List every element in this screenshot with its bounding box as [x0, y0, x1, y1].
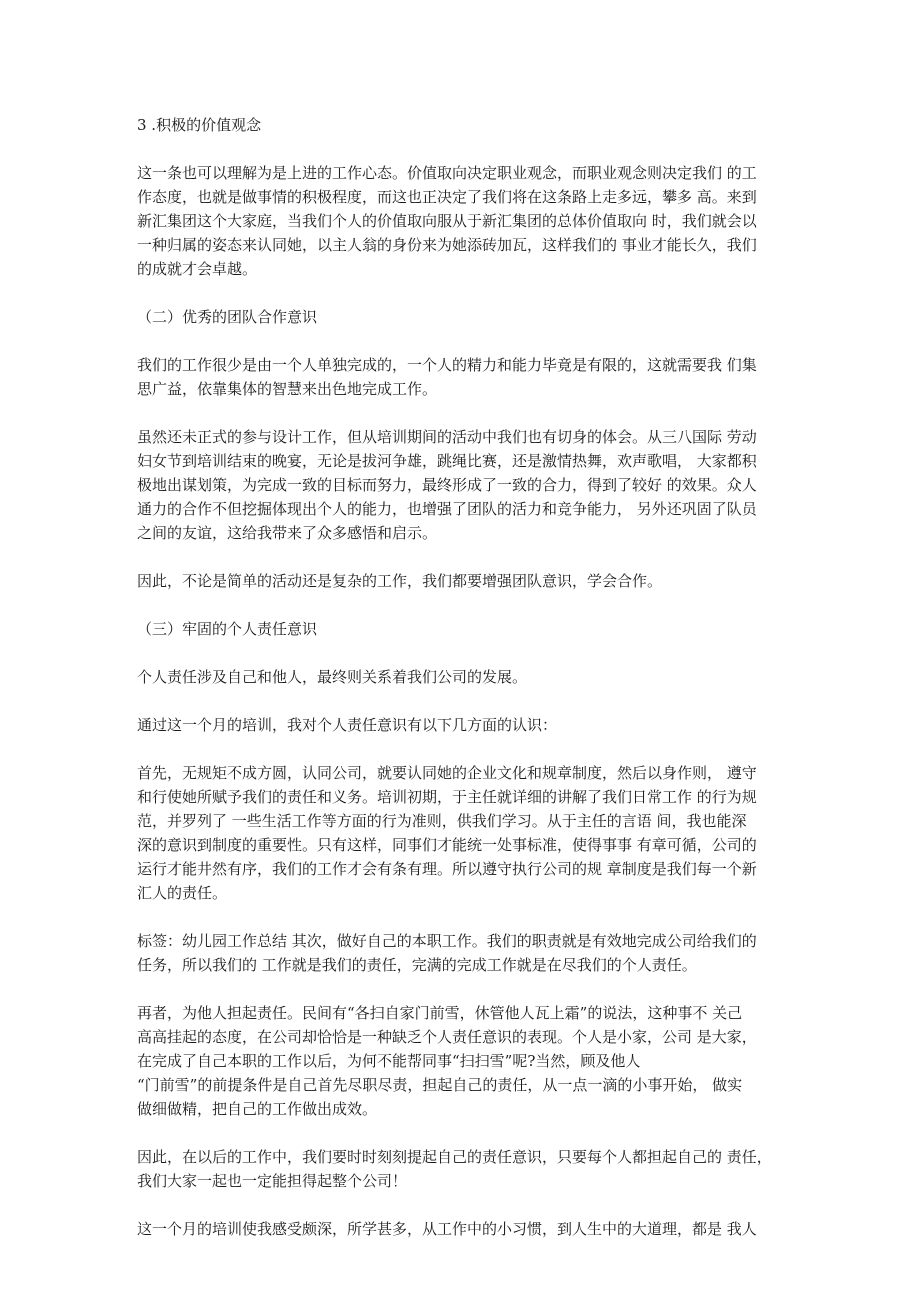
paragraph-values: [137, 161, 797, 281]
text-line: 通过这一个月的培训，我对个人责任意识有以下几方面的认识：: [137, 716, 558, 734]
paragraph-team-3: [137, 569, 797, 593]
text-line: 极地出谋划策，为完成一致的目标而努力，最终形成了一致的合力，得到了较好 的效果。众人: [137, 476, 757, 494]
paragraph-conclusion: [137, 1145, 797, 1193]
paragraph-third: [137, 1001, 797, 1121]
text-line: 思广益，依靠集体的智慧来出色地完成工作。: [137, 380, 438, 398]
paragraph-team-2: [137, 425, 797, 545]
text-line: 之间的友谊，这给我带来了众多感悟和启示。: [137, 524, 438, 542]
paragraph-second: [137, 929, 797, 977]
heading-personal-responsibility: （三）牢固的个人责任意识: [137, 620, 318, 638]
text-line: 新汇集团这个大家庭，当我们个人的价值取向服从于新汇集团的总体价值取向 时，我们就会以: [137, 212, 757, 230]
text-line: 范，并罗列了 一些生活工作等方面的行为准则，供我们学习。从于主任的言语 间，我也能深: [137, 812, 747, 830]
paragraph-resp-2: [137, 713, 797, 737]
paragraph-resp-1: [137, 665, 797, 689]
text-line: 和行使她所赋予我们的责任和义务。培训初期，于主任就详细的讲解了我们日常工作 的行为规: [137, 788, 757, 806]
text-line: 在完成了自己本职的工作以后，为何不能帮同事“扫扫雪”呢?当然，顾及他人: [137, 1052, 641, 1070]
paragraph-team-1: [137, 353, 797, 401]
text-line: 因此，不论是简单的活动还是复杂的工作，我们都要增强团队意识，学会合作。: [137, 572, 663, 590]
text-line: 虽然还未正式的参与设计工作，但从培训期间的活动中我们也有切身的体会。从三八国际 劳动: [137, 428, 757, 446]
text-line: 一种归属的姿态来认同她，以主人翁的身份来为她添砖加瓦，这样我们的 事业才能长久，我们: [137, 236, 757, 254]
text-line: 深的意识到制度的重要性。只有这样，同事们才能统一处事标准，使得事事 有章可循，公司的: [137, 836, 757, 854]
text-line: 通力的合作不但挖掘体现出个人的能力，也增强了团队的活力和竞争能力， 另外还巩固了队员: [137, 500, 757, 518]
paragraph-last: [137, 1217, 797, 1241]
heading-team-cooperation: （二）优秀的团队合作意识: [137, 308, 318, 326]
text-line: 运行才能井然有序，我们的工作才会有条有理。所以遵守执行公司的规 章制度是我们每一个新: [137, 860, 757, 878]
text-line: 首先，无规矩不成方圆，认同公司，就要认同她的企业文化和规章制度，然后以身作则， 遵守: [137, 764, 757, 782]
text-line: “门前雪”的前提条件是自己首先尽职尽责，担起自己的责任，从一点一滴的小事开始， 做实: [137, 1076, 743, 1094]
text-line: 作态度，也就是做事情的积极程度，而这也正决定了我们将在这条路上走多远，攀多 高。来到: [137, 188, 757, 206]
text-line: 个人责任涉及自己和他人，最终则关系着我们公司的发展。: [137, 668, 528, 686]
text-line: 因此，在以后的工作中，我们要时时刻刻提起自己的责任意识，只要每个人都担起自己的 责任，: [137, 1148, 772, 1166]
text-line: 标签：幼儿园工作总结 其次，做好自己的本职工作。我们的职责就是有效地完成公司给我们的: [137, 932, 757, 950]
text-line: 再者，为他人担起责任。民间有“各扫自家门前雪，休管他人瓦上霜”的说法，这种事不 关己: [137, 1004, 743, 1022]
text-line: 这一条也可以理解为是上进的工作心态。价值取向决定职业观念，而职业观念则决定我们 的工: [137, 164, 757, 182]
text-line: 做细做精，把自己的工作做出成效。: [137, 1100, 378, 1118]
text-line: 我们大家一起也一定能担得起整个公司！: [137, 1172, 408, 1190]
text-line: 任务，所以我们的 工作就是我们的责任，完满的完成工作就是在尽我们的个人责任。: [137, 956, 697, 974]
text-line: 的成就才会卓越。: [137, 260, 258, 278]
text-line: 妇女节到培训结束的晚宴，无论是拔河争雄，跳绳比赛，还是激情热舞，欢声歌唱， 大家都积: [137, 452, 757, 470]
text-line: 高高挂起的态度，在公司却恰恰是一种缺乏个人责任意识的表现。个人是小家，公司 是大家，: [137, 1028, 757, 1046]
text-line: 我们的工作很少是由一个人单独完成的，一个人的精力和能力毕竟是有限的，这就需要我 们集: [137, 356, 757, 374]
text-line: 这一个月的培训使我感受颇深，所学甚多，从工作中的小习惯，到人生中的大道理，都是 我人: [137, 1220, 757, 1238]
section-3-title: 3 .积极的价值观念: [137, 116, 262, 134]
text-line: 汇人的责任。: [137, 884, 228, 902]
document-body: [137, 113, 797, 1265]
paragraph-first: [137, 761, 797, 905]
